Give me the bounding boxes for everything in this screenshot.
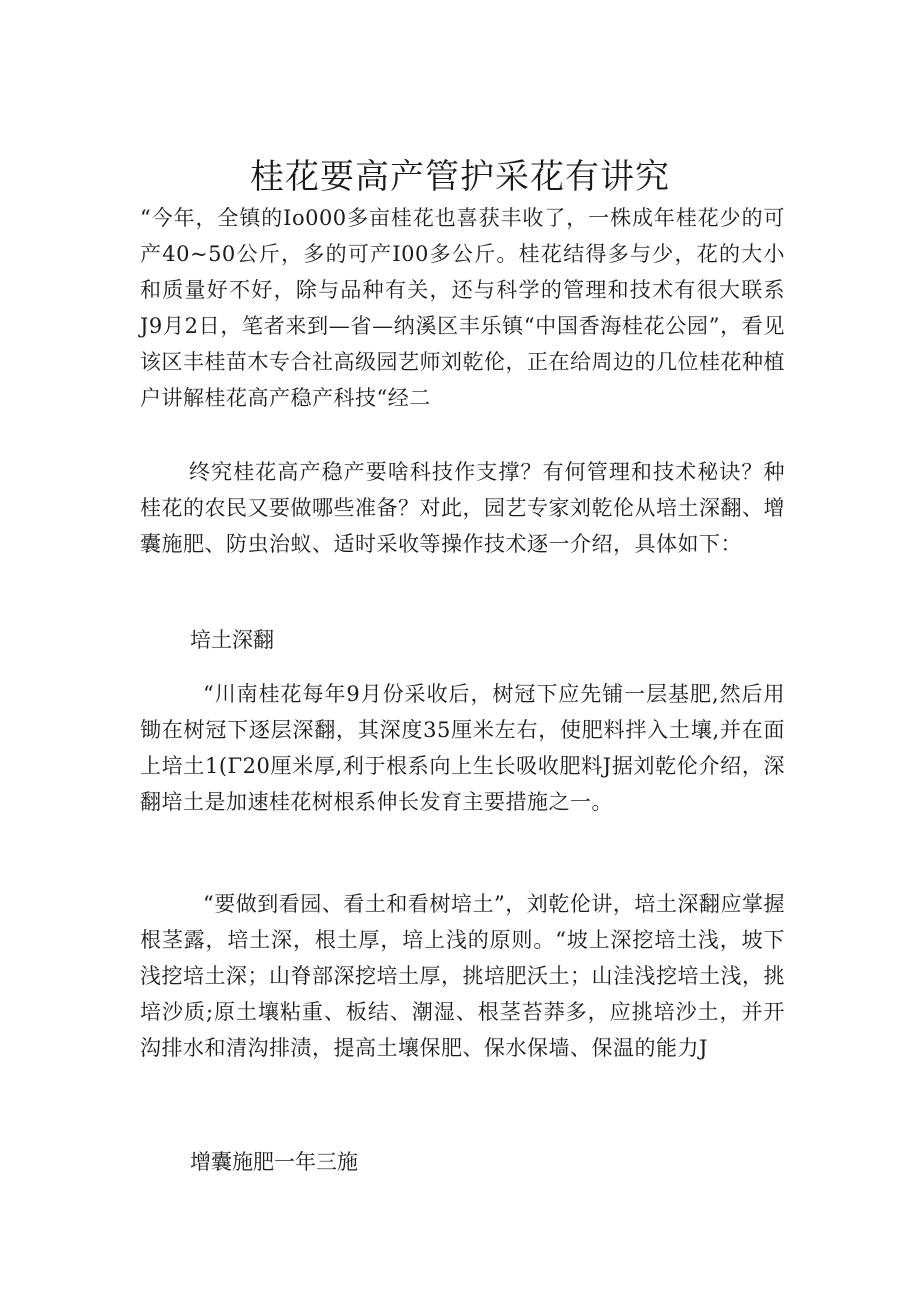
paragraph-soil-principle: “要做到看园、看土和看树培土”，刘乾伦讲，培土深翻应掌握根茎露，培土深，根土厚，培上浅的原则。“坡上深挖培土浅，坡下浅挖培土深；山脊部深挖培土厚，挑培肥沃土；山洼浅挖培土浅，挑培沙质;原土壤粘重、板结、潮湿、根茎苔莽多，应挑培沙土，并开沟排水和清沟排渍，提高土壤保肥、保水保墙、保温的能力J — [140, 892, 785, 1060]
section-heading-soil: 培土深翻 — [190, 628, 274, 652]
section-heading-fertilize: 增囊施肥一年三施 — [190, 1150, 358, 1174]
paragraph-intro: “今年，全镇的Io000多亩桂花也喜获丰收了，一株成年桂花少的可产40~50公斤，多的可产I00多公斤。桂花结得多与少，花的大小和质量好不好，除与品种有关，还与科学的管理和技术有很大联系J9月2日，笔者来到—省—纳溪区丰乐镇“中国香海桂花公园”，看见该区丰桂苗木专合社高级园艺师刘乾伦，正在给周边的几位桂花种植户讲解桂花高产稳产科技“经二 — [140, 206, 785, 410]
paragraph-soil-method: “川南桂花每年9月份采收后，树冠下应先铺一层基肥,然后用锄在树冠下逐层深翻，其深度35厘米左右，使肥料拌入土壤,并在面上培土1(Γ20厘米厚,利于根系向上生长吸收肥料J据刘乾伦介绍，深翻培土是加速桂花树根系伸长发育主要措施之一。 — [140, 682, 785, 814]
paragraph-question: 终究桂花高产稳产要啥科技作支撑？有何管理和技术秘诀？种桂花的农民又要做哪些准备？对此，园艺专家刘乾伦从培土深翻、增囊施肥、防虫治蚁、适时采收等操作技术逐一介绍，具体如下： — [140, 460, 785, 556]
document-title: 桂花要高产管护采花有讲究 — [250, 156, 670, 197]
